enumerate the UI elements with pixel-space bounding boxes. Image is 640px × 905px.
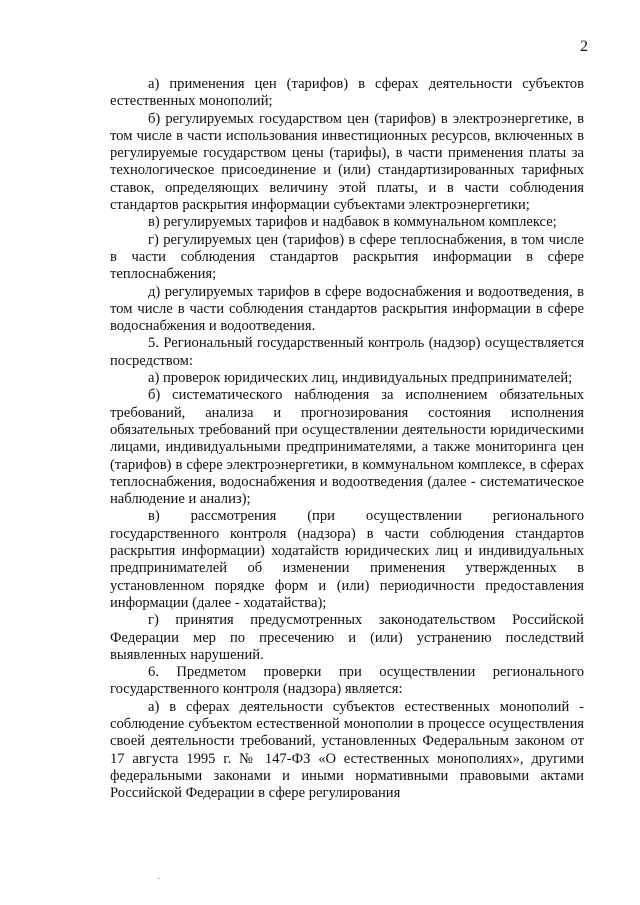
paragraph-4a: а) применения цен (тарифов) в сферах деятельности субъектов естественных монополий; xyxy=(110,76,584,110)
paragraph-5g: г) принятия предусмотренных законодательством Российской Федерации мер по пресечению и (или) устранению последствий выявленных нарушений. xyxy=(110,612,584,663)
paragraph-4v: в) регулируемых тарифов и надбавок в коммунальном комплексе; xyxy=(148,214,557,231)
page-number: 2 xyxy=(580,38,588,55)
scan-speck xyxy=(158,878,160,879)
paragraph-4d: д) регулируемых тарифов в сфере водоснабжения и водоотведения, в том числе в части соблюдения стандартов раскрытия информации в сфере водоснабжения и водоотведения. xyxy=(110,283,584,335)
paragraph-4b: б) регулируемых государством цен (тарифов) в электроэнергетике, в том числе в части использования инвестиционных ресурсов, включенных в регулируемые государством цены (тарифы), в части применения платы за технологическое присоединение и (или) стандартизированных тарифных ставок, определяющих величину этой платы, и в части соблюдения стандартов раскрытия информации субъектами электроэнергетики; xyxy=(110,110,584,214)
paragraph-6: 6. Предметом проверки при осуществлении регионального государственного контроля (надзора) является: xyxy=(110,664,584,698)
document-body xyxy=(110,76,584,802)
paragraph-5: 5. Региональный государственный контроль (надзор) осуществляется посредством: xyxy=(110,335,584,369)
paragraph-5b: б) систематического наблюдения за исполнением обязательных требований, анализа и прогнозирования состояния исполнения обязательных требований при осуществлении деятельности юридическими лицами, индивидуальными предпринимателями, а также мониторинга цен (тарифов) в сфере электроэнергетики, в коммунальном комплексе, в сферах теплоснабжения, водоснабжения и водоотведения (далее - систематическое наблюдение и анализ); xyxy=(110,387,584,508)
paragraph-5v: в) рассмотрения (при осуществлении регионального государственного контроля (надзора) в части соблюдения стандартов раскрытия информации) ходатайств юридических лиц и индивидуальных предпринимателей об изменении применения утвержденных в установленном порядке форм и (или) периодичности предоставления информации (далее - ходатайства); xyxy=(110,508,584,611)
paragraph-5a: а) проверок юридических лиц, индивидуальных предпринимателей; xyxy=(148,370,573,387)
paragraph-6a: а) в сферах деятельности субъектов естественных монополий - соблюдение субъектом естественной монополии в процессе осуществления своей деятельности требований, установленных Федеральным законом от 17 августа 1995 г. № 147-ФЗ «О естественных монополиях», другими федеральными законами и иными нормативными правовыми актами Российской Федерации в сфере регулирования xyxy=(110,698,584,802)
paragraph-4g: г) регулируемых цен (тарифов) в сфере теплоснабжения, в том числе в части соблюдения стандартов раскрытия информации в сфере теплоснабжения; xyxy=(110,231,584,283)
